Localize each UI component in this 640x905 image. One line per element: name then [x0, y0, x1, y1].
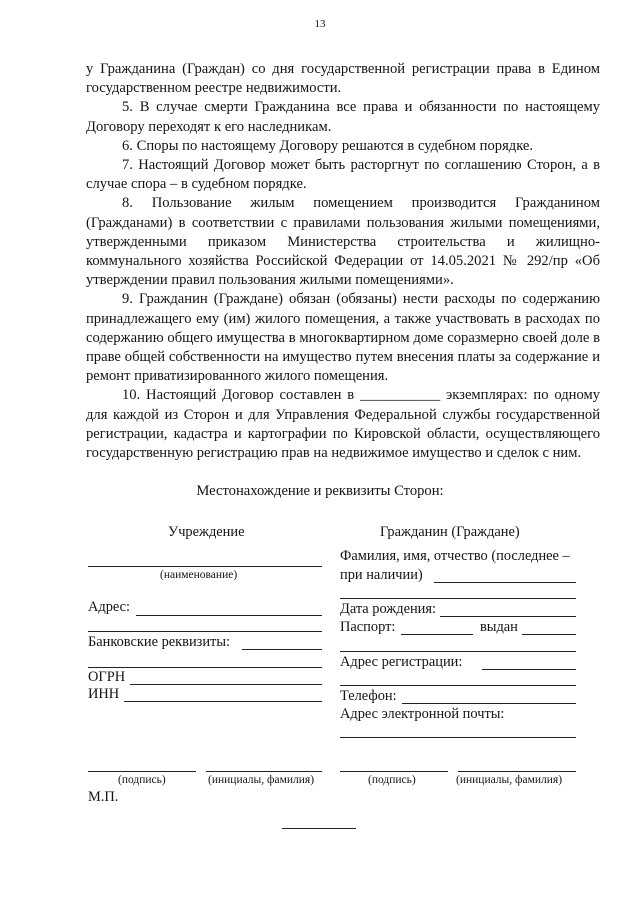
- page-end-divider: [282, 828, 356, 829]
- citizen-signature-caption: (подпись): [368, 774, 416, 786]
- paragraph-5: 5. В случае смерти Гражданина все права и обязанности по настоящему Договору переходят к его наследникам.: [86, 99, 600, 135]
- institution-address-label: Адрес:: [88, 599, 131, 615]
- institution-bank-line-2: [88, 667, 322, 668]
- citizen-birth-label: Дата рождения:: [340, 601, 436, 617]
- paragraph-continuation: у Гражданина (Граждан) со дня государственной регистрации права в Едином государственном реестре недвижимости.: [86, 61, 600, 97]
- citizen-issued-line-1: [522, 634, 576, 635]
- citizen-initials-line: [458, 771, 576, 772]
- institution-bank-line-1: [242, 649, 322, 650]
- institution-address-line-2: [88, 631, 322, 632]
- citizen-passport-line: [401, 634, 473, 635]
- citizen-signature-line: [340, 771, 448, 772]
- institution-signature-line: [88, 771, 196, 772]
- citizen-passport-label: Паспорт:: [340, 619, 396, 635]
- citizen-reg-address-line-1: [482, 669, 576, 670]
- paragraph-7: 7. Настоящий Договор может быть расторгнут по соглашению Сторон, а в случае спора – в судебном порядке.: [86, 157, 600, 193]
- institution-initials-caption: (инициалы, фамилия): [208, 774, 315, 786]
- citizen-fio-line-2: [340, 598, 576, 599]
- paragraph-8: 8. Пользование жилым помещением производится Гражданином (Гражданами) в соответствии с правилами пользования жилыми помещениями, утвержденными приказом Министерства строительства и жилищно-коммунального хозяйства Российской Федерации от 14.05.2021 № 292/пр «Об утверждении правил пользования жилыми помещениями».: [86, 195, 600, 289]
- citizen-heading: Гражданин (Граждане): [380, 524, 520, 540]
- institution-name-line: [88, 566, 322, 567]
- citizen-phone-line: [402, 703, 576, 704]
- citizen-fio-label-cont: при наличии): [340, 567, 423, 583]
- document-body: [86, 60, 600, 463]
- institution-ogrn-label: ОГРН: [88, 669, 126, 685]
- institution-inn-label: ИНН: [88, 686, 120, 702]
- paragraph-6: 6. Споры по настоящему Договору решаются в судебном порядке.: [122, 137, 534, 154]
- institution-heading: Учреждение: [168, 524, 245, 540]
- citizen-email-line: [340, 737, 576, 738]
- institution-initials-line: [206, 771, 322, 772]
- page-number: 13: [314, 18, 326, 30]
- institution-signature-caption: (подпись): [118, 774, 166, 786]
- citizen-fio-label: Фамилия, имя, отчество (последнее –: [340, 548, 570, 564]
- institution-address-line-1: [136, 615, 322, 616]
- citizen-issued-line-2: [340, 651, 576, 652]
- citizen-reg-address-line-2: [340, 685, 576, 686]
- citizen-issued-label: выдан: [480, 619, 518, 635]
- citizen-birth-line: [440, 616, 576, 617]
- institution-name-caption: (наименование): [160, 569, 238, 581]
- requisites-title: Местонахождение и реквизиты Сторон:: [196, 483, 444, 499]
- citizen-fio-line-1: [434, 582, 576, 583]
- citizen-email-label: Адрес электронной почты:: [340, 706, 505, 722]
- institution-bank-label: Банковские реквизиты:: [88, 634, 230, 650]
- paragraph-10: 10. Настоящий Договор составлен в ___________ экземплярах: по одному для каждой из Сторон и для Управления Федеральной службы государственной регистрации, кадастра и картографии по Кировской области, осуществляющего государственную регистрацию прав на недвижимое имущество и сделок с ним.: [86, 387, 600, 462]
- institution-ogrn-line: [130, 684, 322, 685]
- citizen-reg-address-label: Адрес регистрации:: [340, 654, 463, 670]
- stamp-place: М.П.: [88, 789, 119, 805]
- institution-inn-line: [124, 701, 322, 702]
- citizen-phone-label: Телефон:: [340, 688, 397, 704]
- citizen-initials-caption: (инициалы, фамилия): [456, 774, 563, 786]
- paragraph-9: 9. Гражданин (Граждане) обязан (обязаны) нести расходы по содержанию принадлежащего ему (им) жилого помещения, а также участвовать в расходах по содержанию общего имущества в многоквартирном доме соразмерно своей доле в праве общей собственности на имущество путем внесения платы за содержание и ремонт приватизированного жилого помещения.: [86, 291, 600, 385]
